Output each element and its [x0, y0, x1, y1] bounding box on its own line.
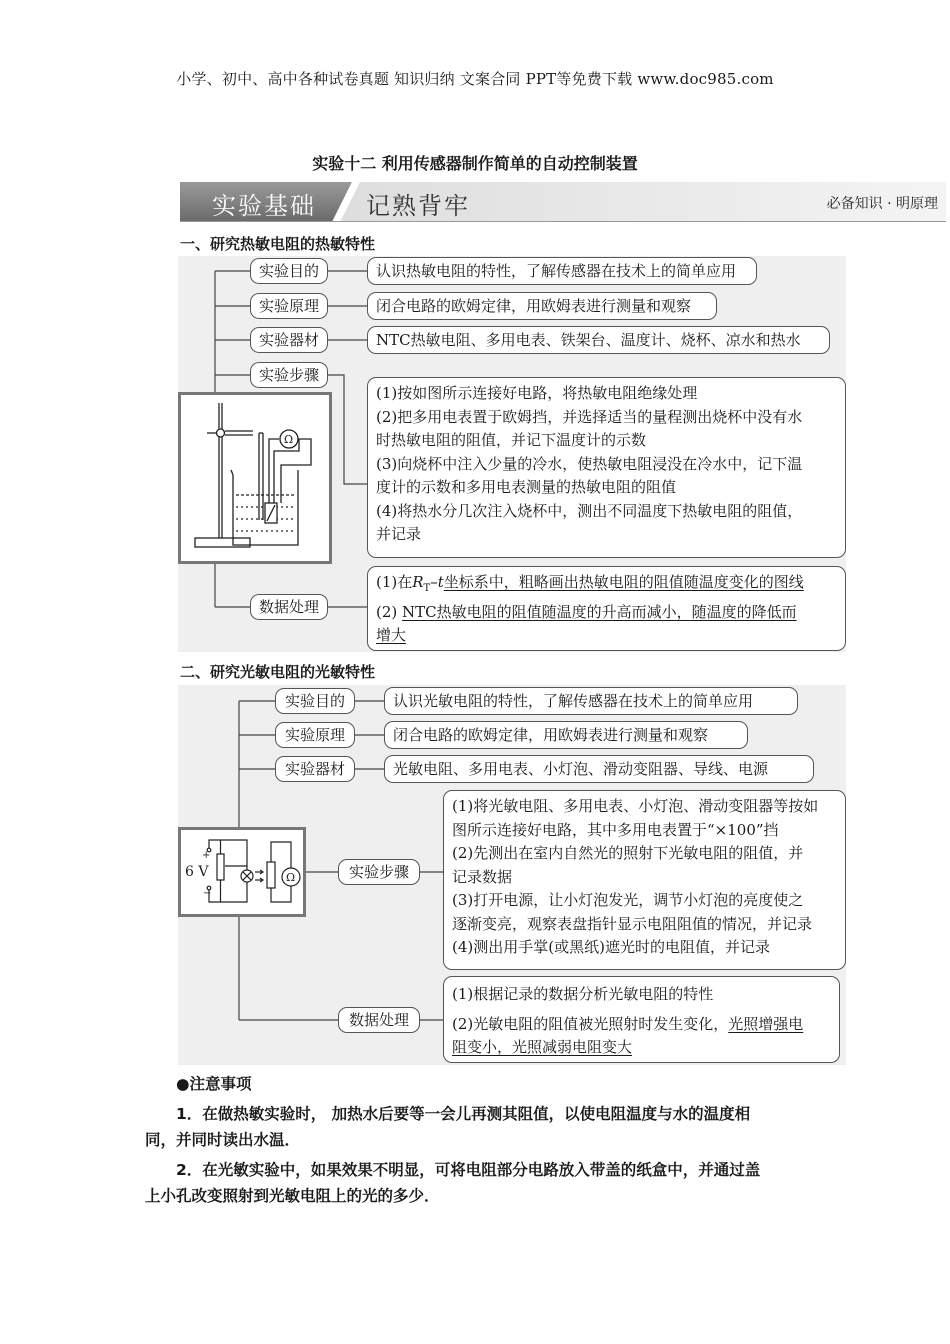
ohm-symbol: Ω	[284, 433, 294, 446]
s1-data-line1: (1)在$R_T-t$坐标系中，粗略画出热敏电阻的阻值随温度变化的图线	[376, 573, 804, 594]
s1-step-line: 度计的示数和多用电表测量的热敏电阻的阻值	[376, 478, 677, 496]
section-banner	[180, 182, 946, 222]
note-line: 同，并同时读出水温．	[145, 1131, 301, 1149]
s1-label-data: 数据处理	[250, 594, 328, 620]
s2-equipment-box: 光敏电阻、多用电表、小灯泡、滑动变阻器、导线、电源	[384, 755, 814, 783]
circuit-voltage: 6 V	[185, 864, 209, 880]
s1-steps-box	[367, 377, 846, 558]
s1-step-line: (1)按如图所示连接好电路，将热敏电阻绝缘处理	[376, 384, 698, 402]
s2-step-line: (3)打开电源，让小灯泡发光，调节小灯泡的亮度使之	[452, 891, 804, 909]
s2-data-line2: (2)光敏电阻的阻值被光照射时发生变化，光照增强电	[452, 1014, 804, 1033]
s1-label-principle: 实验原理	[250, 293, 328, 319]
s2-purpose-box: 认识光敏电阻的特性，了解传感器在技术上的简单应用	[384, 687, 798, 715]
note-line: 2．在光敏实验中，如果效果不明显，可将电阻部分电路放入带盖的纸盒中，并通过盖	[176, 1161, 761, 1179]
s1-equipment-box: NTC热敏电阻、多用电表、铁架台、温度计、烧杯、凉水和热水	[367, 326, 830, 354]
s1-data-line2: (2) NTC热敏电阻的阻值随温度的升高而减小，随温度的降低而	[376, 602, 797, 621]
s1-step-line: (3)向烧杯中注入少量的冷水，使热敏电阻浸没在冷水中，记下温	[376, 454, 803, 473]
s1-step-line: (4)将热水分几次注入烧杯中，测出不同温度下热敏电阻的阻值，	[376, 501, 803, 520]
notes-heading: ●注意事项	[176, 1075, 252, 1093]
page-header: 小学、初中、高中各种试卷真题 知识归纳 文案合同 PPT等免费下载 www.doc985.com	[176, 70, 774, 88]
s2-data-line1: (1)根据记录的数据分析光敏电阻的特性	[452, 985, 714, 1003]
note-line: 上小孔改变照射到光敏电阻上的光的多少．	[145, 1187, 440, 1205]
thermistor-apparatus-figure	[178, 392, 332, 564]
banner-left-text: 实验基础	[212, 192, 316, 220]
s2-data-line3: 阻变小，光照减弱电阻变大	[452, 1038, 633, 1056]
s1-principle-box: 闭合电路的欧姆定律，用欧姆表进行测量和观察	[367, 292, 717, 320]
s1-purpose-box: 认识热敏电阻的特性，了解传感器在技术上的简单应用	[367, 257, 757, 285]
s2-label-steps: 实验步骤	[338, 859, 420, 885]
s1-label-purpose: 实验目的	[250, 258, 328, 284]
s2-steps-box	[443, 790, 846, 970]
s2-label-principle: 实验原理	[275, 722, 355, 748]
circuit-plus: +	[202, 850, 211, 861]
s1-label-steps: 实验步骤	[250, 362, 328, 388]
s2-step-line: (4)测出用手掌(或黑纸)遮光时的电阻值，并记录	[452, 938, 770, 956]
s2-label-purpose: 实验目的	[275, 688, 355, 714]
s1-step-line: 时热敏电阻的阻值，并记下温度计的示数	[376, 431, 647, 449]
note-line: 1．在做热敏实验时， 加热水后要等一会儿再测其阻值，以使电阻温度与水的温度相	[176, 1105, 751, 1123]
s1-step-line: (2)把多用电表置于欧姆挡，并选择适当的量程测出烧杯中没有水	[376, 407, 803, 426]
photoresistor-circuit-figure	[178, 827, 306, 917]
s2-step-line: (2)先测出在室内自然光的照射下光敏电阻的阻值，并	[452, 844, 804, 862]
s2-data-box	[443, 976, 840, 1063]
s1-label-equipment: 实验器材	[250, 327, 328, 353]
s2-step-line: 逐渐变亮，观察表盘指针显示电阻阻值的情况，并记录	[452, 914, 813, 933]
page-title: 实验十二 利用传感器制作简单的自动控制装置	[312, 154, 638, 173]
s1-step-line: 并记录	[376, 525, 422, 543]
s2-principle-box: 闭合电路的欧姆定律，用欧姆表进行测量和观察	[384, 721, 748, 749]
circuit-minus: −	[203, 888, 212, 899]
section2-heading: 二、研究光敏电阻的光敏特性	[180, 663, 376, 681]
s2-step-line: 记录数据	[452, 867, 513, 886]
s2-step-line: (1)将光敏电阻、多用电表、小灯泡、滑动变阻器等按如	[452, 797, 819, 815]
ohm-symbol: Ω	[286, 871, 296, 884]
s1-data-line3: 增大	[376, 626, 407, 644]
banner-right-text: 记熟背牢	[366, 192, 470, 220]
section1-heading: 一、研究热敏电阻的热敏特性	[180, 235, 376, 253]
s1-data-box	[367, 566, 846, 651]
s2-label-equipment: 实验器材	[275, 756, 355, 782]
banner-tag: 必备知识 · 明原理	[826, 196, 938, 212]
s2-label-data: 数据处理	[338, 1007, 420, 1033]
s2-step-line: 图所示连接好电路，其中多用电表置于“×100”挡	[452, 820, 779, 839]
